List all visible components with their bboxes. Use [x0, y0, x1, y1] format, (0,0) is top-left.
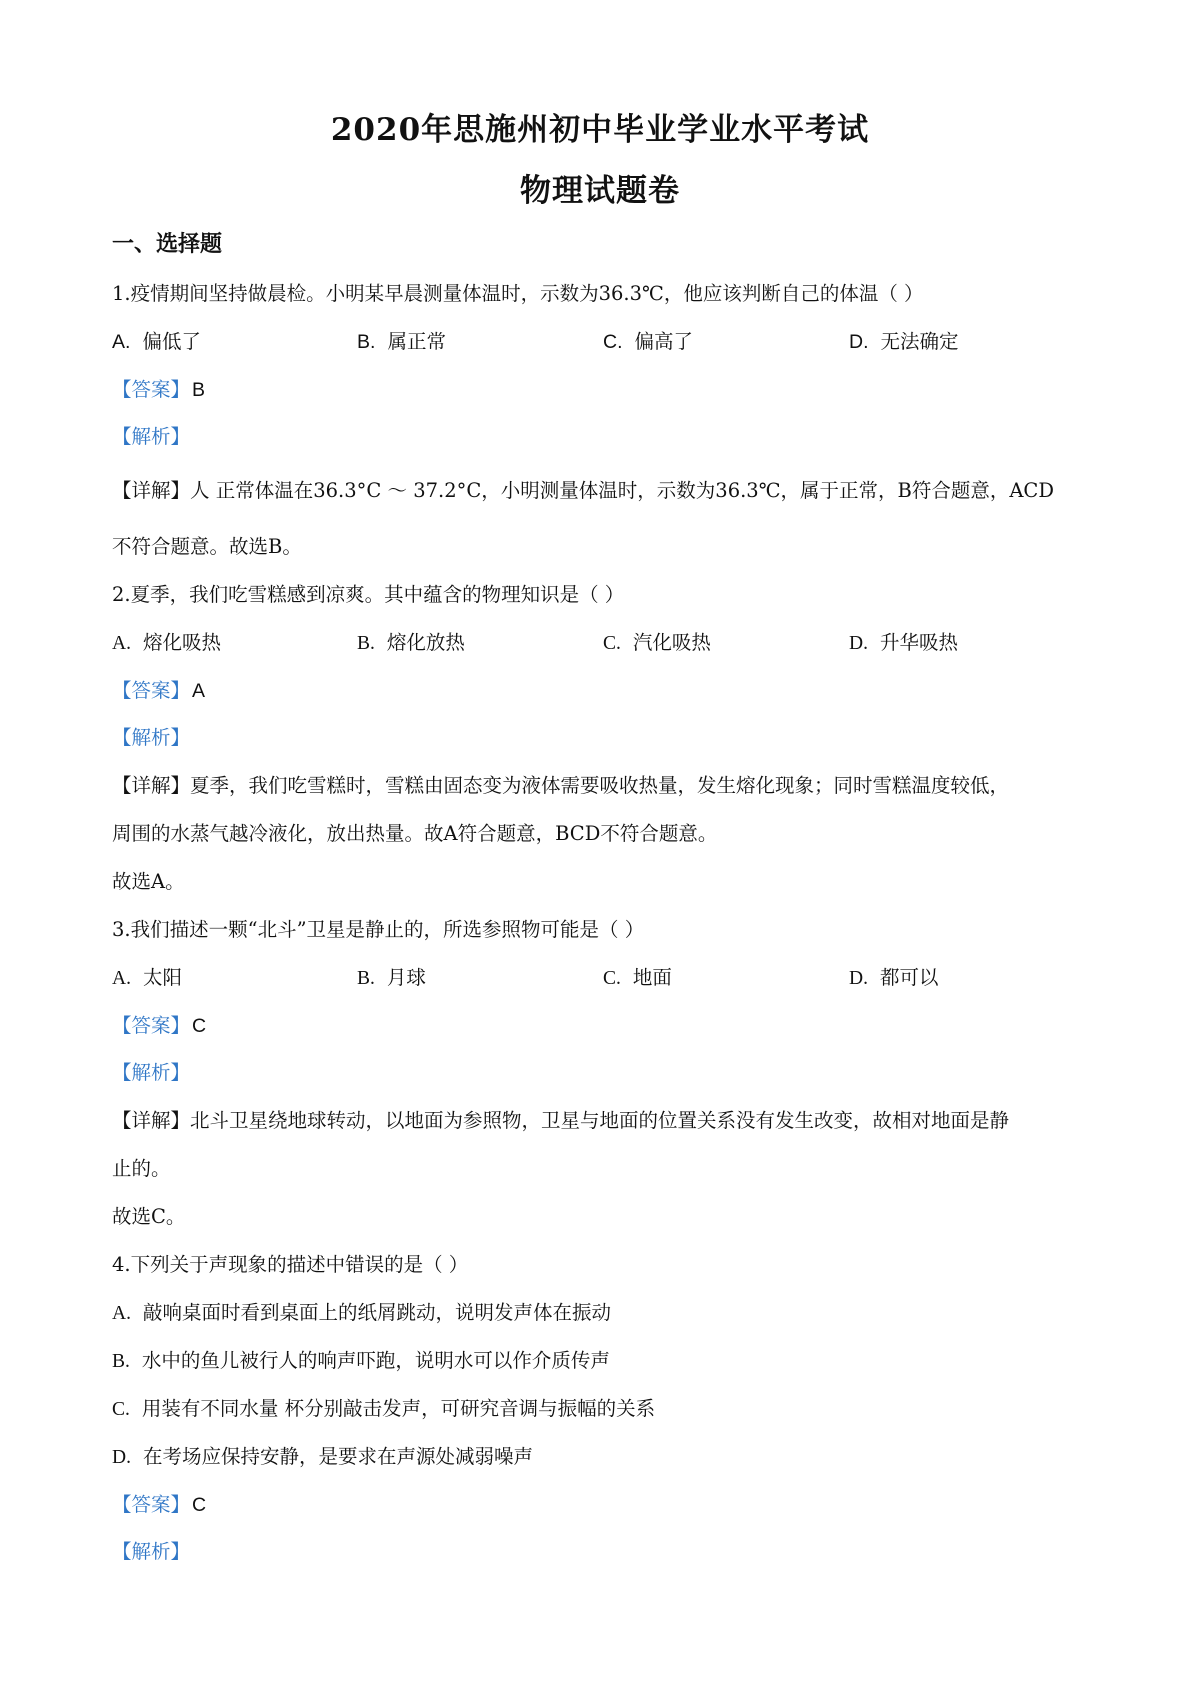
question-1-option-c: [603, 326, 693, 354]
analysis-label: 【解析】: [112, 727, 191, 749]
question-2-option-a: [112, 627, 221, 655]
analysis-label: 【解析】: [112, 426, 191, 448]
option-text: 熔化放热: [386, 631, 465, 654]
section-heading: 一、选择题: [112, 231, 223, 257]
option-letter: C.: [603, 633, 621, 654]
question-2-answer: [112, 675, 205, 703]
option-text: 用装有不同水量 杯分别敲击发声，可研究音调与振幅的关系: [141, 1397, 656, 1420]
option-text: 地面: [632, 966, 672, 989]
question-3-option-b: [357, 962, 426, 990]
option-letter: D.: [112, 1447, 131, 1468]
option-letter: C.: [603, 968, 621, 989]
question-4-stem: 4.下列关于声现象的描述中错误的是（ ）: [112, 1253, 469, 1276]
detail-label: 【详解】: [112, 479, 191, 502]
answer-label: 【答案】: [112, 1015, 191, 1037]
analysis-label: 【解析】: [112, 1062, 191, 1084]
analysis-label: 【解析】: [112, 1541, 191, 1563]
question-1-option-a: [112, 326, 201, 354]
detail-text: 人 正常体温在36.3°C ～ 37.2°C，小明测量体温时，示数为36.3℃，属于正常，B符合题意，ACD: [190, 479, 1054, 502]
question-3-conclusion: 故选C。: [112, 1205, 186, 1228]
question-3-stem: 3.我们描述一颗“北斗”卫星是静止的，所选参照物可能是（ ）: [112, 918, 645, 941]
question-1-option-b: [357, 326, 446, 354]
option-letter: A.: [112, 968, 131, 989]
question-3-option-c: [603, 962, 672, 990]
answer-value: C: [192, 1015, 207, 1037]
detail-label: 【详解】: [112, 1109, 191, 1132]
option-letter: A.: [112, 331, 131, 353]
question-4-option-d: [112, 1441, 533, 1469]
question-1-detail: [112, 475, 1054, 503]
question-2-conclusion: 故选A。: [112, 870, 185, 893]
question-3-detail: [112, 1105, 1009, 1133]
option-text: 太阳: [142, 966, 182, 989]
question-3-option-d: [849, 962, 938, 990]
question-4-option-c: [112, 1393, 655, 1421]
option-text: 熔化吸热: [142, 631, 221, 654]
question-4-answer: [112, 1489, 206, 1517]
option-text: 偏高了: [634, 330, 694, 353]
question-2-detail-cont: 周围的水蒸气越冷液化，放出热量。故A符合题意，BCD不符合题意。: [112, 822, 718, 845]
option-letter: C.: [603, 331, 623, 353]
question-2-analysis: [112, 722, 190, 750]
option-text: 在考场应保持安静，是要求在声源处减弱噪声: [142, 1445, 533, 1468]
question-2-stem: 2.夏季，我们吃雪糕感到凉爽。其中蕴含的物理知识是（ ）: [112, 583, 625, 606]
question-4-analysis: [112, 1536, 190, 1564]
answer-label: 【答案】: [112, 680, 191, 702]
option-text: 升华吸热: [879, 631, 958, 654]
answer-value: C: [192, 1494, 207, 1516]
option-letter: B.: [357, 633, 375, 654]
question-1-stem: 1.疫情期间坚持做晨检。小明某早晨测量体温时，示数为36.3℃，他应该判断自己的体温（ ）: [112, 282, 924, 305]
question-4-option-a: [112, 1297, 611, 1325]
option-letter: D.: [849, 633, 868, 654]
question-1-option-d: [849, 326, 959, 354]
option-text: 月球: [386, 966, 426, 989]
option-text: 水中的鱼儿被行人的响声吓跑，说明水可以作介质传声: [141, 1349, 610, 1372]
answer-label: 【答案】: [112, 379, 191, 401]
question-1-analysis: [112, 421, 190, 449]
option-text: 都可以: [879, 966, 939, 989]
option-text: 汽化吸热: [632, 631, 711, 654]
question-1-detail-cont: 不符合题意。故选B。: [112, 535, 302, 558]
question-3-analysis: [112, 1057, 190, 1085]
option-letter: B.: [112, 1351, 130, 1372]
question-3-option-a: [112, 962, 182, 990]
detail-text: 夏季，我们吃雪糕时，雪糕由固态变为液体需要吸收热量，发生熔化现象；同时雪糕温度较低，: [190, 774, 1010, 797]
option-text: 无法确定: [880, 330, 959, 353]
option-letter: B.: [357, 331, 376, 353]
option-letter: D.: [849, 331, 869, 353]
option-letter: A.: [112, 1303, 131, 1324]
question-3-detail-cont: 止的。: [112, 1157, 171, 1180]
question-2-option-c: [603, 627, 711, 655]
option-text: 偏低了: [142, 330, 201, 353]
detail-text: 北斗卫星绕地球转动，以地面为参照物，卫星与地面的位置关系没有发生改变，故相对地面是静: [190, 1109, 1010, 1132]
detail-label: 【详解】: [112, 774, 191, 797]
option-text: 属正常: [387, 330, 446, 353]
answer-label: 【答案】: [112, 1494, 191, 1516]
question-2-option-d: [849, 627, 958, 655]
option-letter: C.: [112, 1399, 130, 1420]
option-letter: A.: [112, 633, 131, 654]
answer-value: A: [192, 680, 206, 702]
question-2-option-b: [357, 627, 465, 655]
option-letter: D.: [849, 968, 868, 989]
exam-subtitle: 物理试题卷: [520, 173, 680, 209]
question-4-option-b: [112, 1345, 610, 1373]
question-1-answer: [112, 374, 205, 402]
question-3-answer: [112, 1010, 206, 1038]
answer-value: B: [192, 379, 206, 401]
option-letter: B.: [357, 968, 375, 989]
exam-title: 2020年思施州初中毕业学业水平考试: [330, 112, 870, 148]
option-text: 敲响桌面时看到桌面上的纸屑跳动，说明发声体在振动: [142, 1301, 611, 1324]
question-2-detail: [112, 770, 1009, 798]
